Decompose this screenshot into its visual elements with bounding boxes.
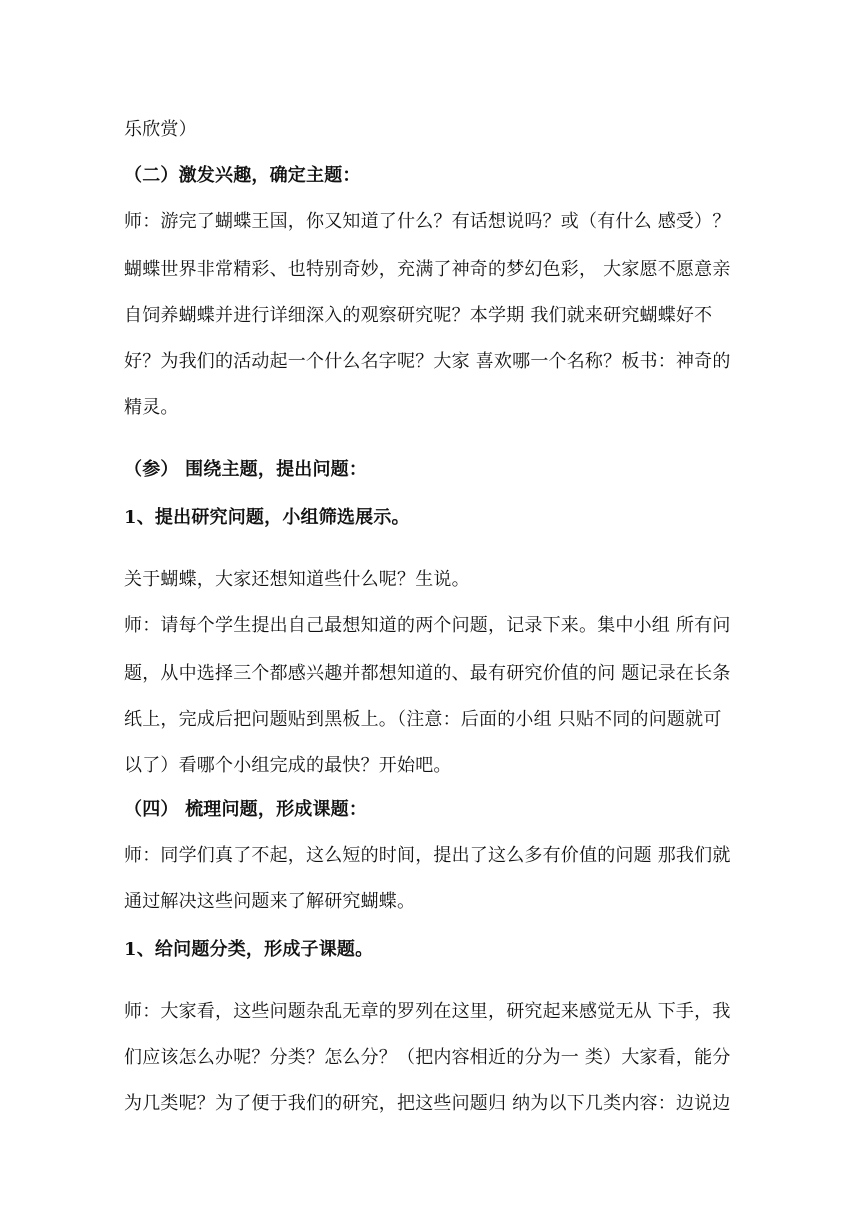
text-line: 乐欣赏） — [124, 119, 197, 140]
text-line: 精灵。 — [124, 397, 179, 418]
text-line: 师：同学们真了不起，这么短的时间，提出了这么多有价值的问题 那我们就 — [124, 845, 731, 866]
text-line: 好？为我们的活动起一个什么名字呢？大家 喜欢哪一个名称？板书：神奇的 — [124, 351, 731, 372]
text-line: 为几类呢？为了便于我们的研究，把这些问题归 纳为以下几类内容：边说边 — [124, 1093, 731, 1114]
subsection-heading: 1、给问题分类，形成子课题。 — [124, 939, 374, 960]
section-heading: （参） 围绕主题，提出问题： — [124, 459, 368, 480]
text-line: 师：游完了蝴蝶王国，你又知道了什么？有话想说吗？或（有什么 感受）？ — [124, 211, 731, 232]
text-line: 关于蝴蝶，大家还想知道些什么呢？生说。 — [124, 569, 470, 590]
text-line: 以了）看哪个小组完成的最快？开始吧。 — [124, 755, 452, 776]
text-line: 自饲养蝴蝶并进行详细深入的观察研究呢？本学期 我们就来研究蝴蝶好不 — [124, 305, 713, 326]
text-line: 们应该怎么办呢？分类？怎么分？（把内容相近的分为一 类）大家看，能分 — [124, 1047, 731, 1068]
text-line: 师：大家看，这些问题杂乱无章的罗列在这里，研究起来感觉无从 下手，我 — [124, 1001, 731, 1022]
text-line: 蝴蝶世界非常精彩、也特别奇妙，充满了神奇的梦幻色彩， 大家愿不愿意亲 — [124, 259, 731, 280]
text-line: 题，从中选择三个都感兴趣并都想知道的、最有研究价值的问 题记录在长条 — [124, 663, 731, 684]
section-heading: （四） 梳理问题，形成课题： — [124, 799, 368, 820]
text-line: 师：请每个学生提出自己最想知道的两个问题，记录下来。集中小组 所有问 — [124, 615, 731, 636]
text-line: 纸上，完成后把问题贴到黑板上。（注意：后面的小组 只贴不同的问题就可 — [124, 709, 722, 730]
section-heading: （二）激发兴趣，确定主题： — [124, 165, 361, 186]
text-line: 通过解决这些问题来了解研究蝴蝶。 — [124, 891, 416, 912]
subsection-heading: 1、提出研究问题，小组筛选展示。 — [124, 507, 410, 528]
